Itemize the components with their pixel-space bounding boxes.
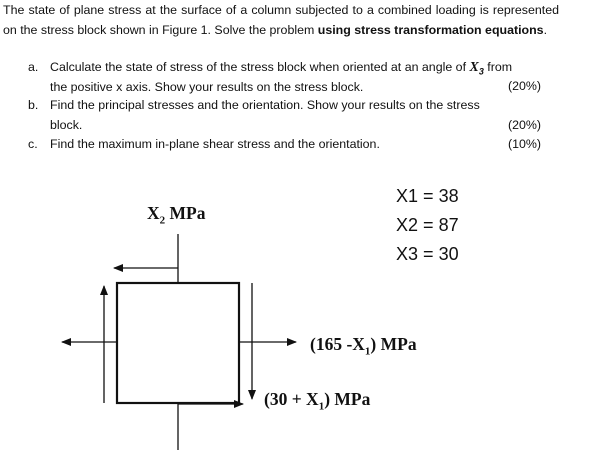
variable-x3: X3 = 30 xyxy=(396,244,459,264)
question-b-line1: Find the principal stresses and the orientation. Show your results on the stress xyxy=(50,98,480,112)
question-b-line2: block. xyxy=(50,117,83,132)
right-stress-label: (165 $-X_1$) MPa xyxy=(310,334,417,358)
question-c-line1: Find the maximum in-plane shear stress and the orientation. xyxy=(50,137,380,151)
stress-block xyxy=(117,283,239,403)
variable-x2-value: 87 xyxy=(438,215,459,235)
variable-x3-value: 30 xyxy=(438,244,459,264)
question-c-marks: (10%) xyxy=(508,137,542,151)
problem-intro-suffix: . xyxy=(543,22,548,37)
question-a-letter: a. xyxy=(28,60,39,74)
angle-symbol: X xyxy=(469,60,479,75)
question-a-line2: the positive x axis. Show your results on the stress block. xyxy=(50,79,364,94)
problem-method-emphasis: using stress transformation equations xyxy=(317,22,544,37)
question-b-letter: b. xyxy=(28,98,39,112)
question-a-text-end: from xyxy=(483,60,513,74)
question-a-marks: (20%) xyxy=(508,79,542,93)
shear-stress-label: $(30 + X_1)$ MPa xyxy=(264,389,371,413)
problem-intro-text: The state of plane stress at the surface of a column subjected to a combined loading is represented on the stress block shown in Figure 1. Solve the problem xyxy=(3,3,559,37)
variable-x1-value: 38 xyxy=(438,186,459,206)
top-stress-label: $X_2$ MPa xyxy=(147,203,206,227)
angle-subscript: 3 xyxy=(478,66,484,77)
question-a-text: Calculate the state of stress of the stress block when oriented at an angle of xyxy=(50,60,470,74)
variable-x2: X2 = 87 xyxy=(396,215,459,235)
question-c-letter: c. xyxy=(28,137,38,151)
variable-x1: X1 = 38 xyxy=(396,186,459,206)
question-b-marks: (20%) xyxy=(508,118,542,132)
